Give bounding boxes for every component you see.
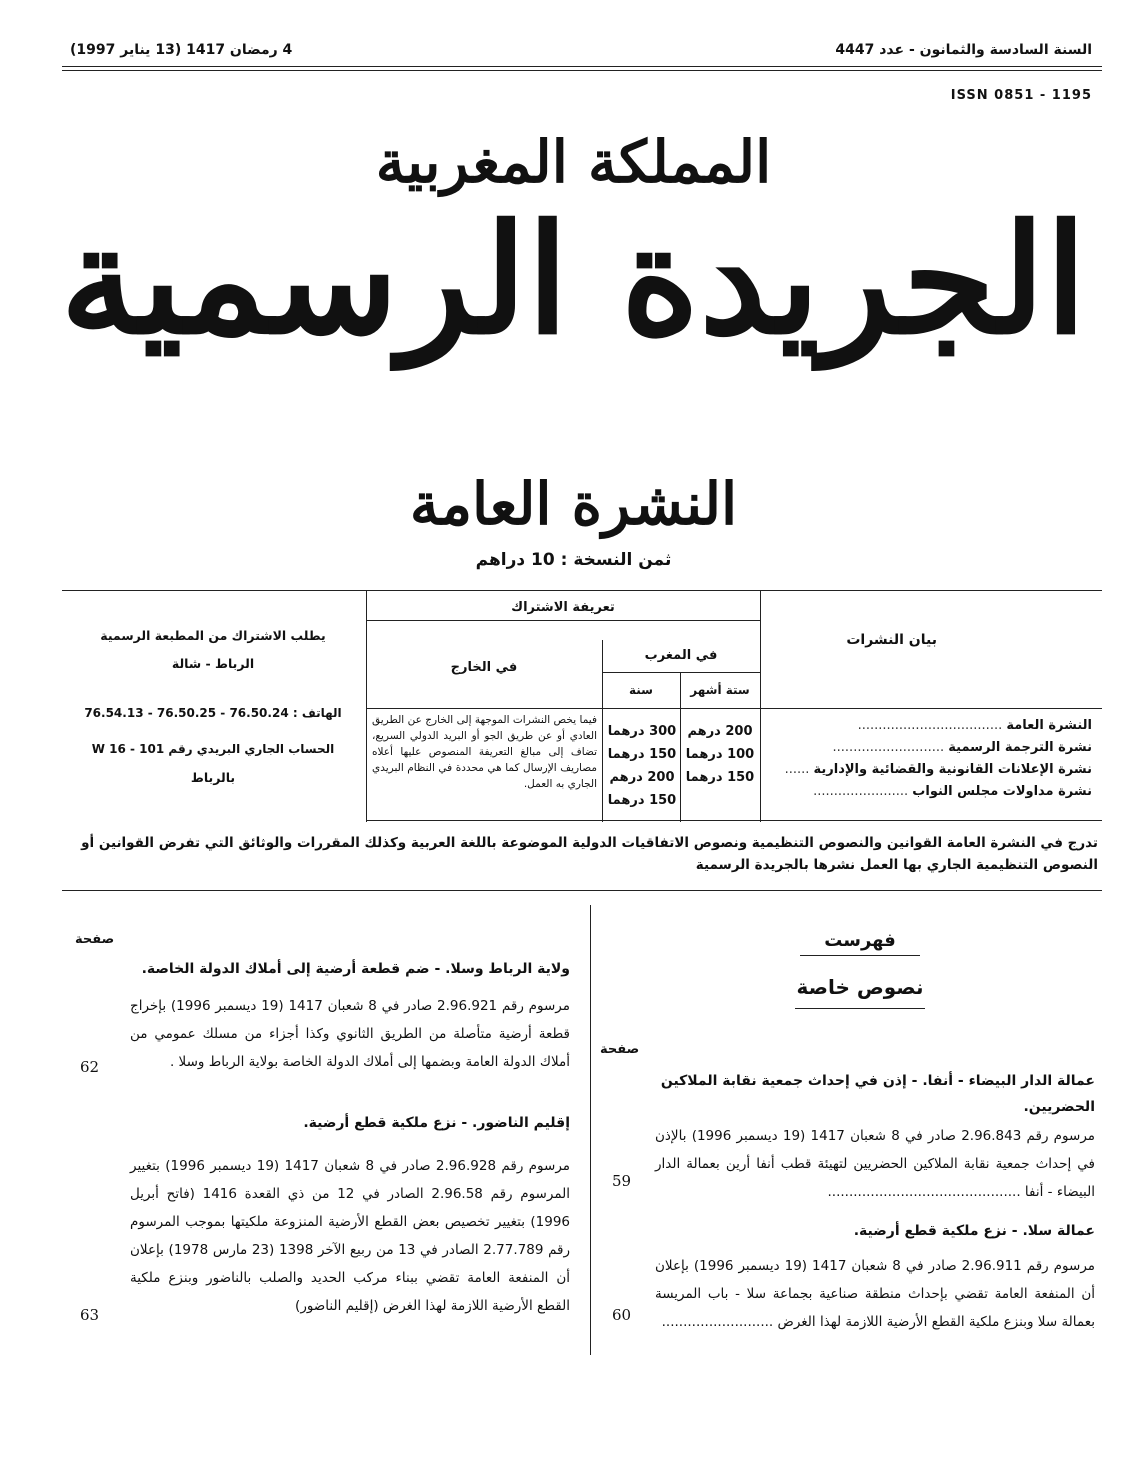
price-year: 150 درهما xyxy=(607,793,677,808)
entry-title: عمالة الدار البيضاء - أنفا. - إذن في إحداث جمعية نقابة الملاكين الحضريين. xyxy=(660,1073,1095,1115)
contact-account: الحساب الجاري البريدي رقم W 16 - 101 xyxy=(91,742,335,756)
box-top-rule xyxy=(62,590,1102,591)
gazette-title: الجريدة الرسمية xyxy=(60,192,1087,368)
page-label-left: صفحة xyxy=(75,932,115,947)
contact-phone: الهاتف : 76.50.24 - 76.50.25 - 76.54.13 xyxy=(84,706,342,720)
subscription-heading: تعريفة الاشتراك xyxy=(511,600,615,615)
entry-title: إقليم الناضور. - نزع ملكية قطع أرضية. xyxy=(303,1115,570,1131)
entry-title: عمالة سلا. - نزع ملكية قطع أرضية. xyxy=(853,1223,1095,1239)
edition-title: النشرة العامة xyxy=(409,470,738,538)
price-six-months: 200 درهم xyxy=(687,724,753,739)
issn: ISSN 0851 - 1195 xyxy=(950,88,1092,103)
divider-left xyxy=(366,590,367,822)
section-rule xyxy=(795,1008,925,1009)
header-rule xyxy=(62,66,1102,67)
contact-line: يطلب الاشتراك من المطبعة الرسمية xyxy=(100,628,326,643)
publication-item: النشرة العامة ................................... xyxy=(857,718,1092,733)
subscription-heading-rule xyxy=(366,620,760,621)
price-year: 150 درهما xyxy=(607,747,677,762)
index-heading: فهرست xyxy=(824,930,896,951)
publication-item: نشرة مداولات مجلس النواب ....................... xyxy=(813,784,1092,799)
index-rule xyxy=(800,955,920,956)
year-heading: سنة xyxy=(629,683,653,697)
entry-page: 63 xyxy=(80,1306,100,1324)
abroad-heading: في الخارج xyxy=(450,660,518,675)
price-year: 300 درهما xyxy=(607,724,677,739)
abroad-note: فيما يخص النشرات الموجهة إلى الخارج عن الطريق العادي أو عن طريق الجو أو البريد الدولي السريع، تضاف إلى مبالغ التعريفة المنصوص عليها أعلاه مصاريف الإرسال كما هي محددة في النظام البريدي الجاري به العمل. xyxy=(372,714,597,790)
publication-item: نشرة الإعلانات القانونية والقضائية والإدارية ...... xyxy=(784,762,1092,777)
contact-city: بالرباط xyxy=(190,770,236,785)
table-header-rule xyxy=(366,708,1102,709)
header-rule-thin xyxy=(62,70,1102,71)
issue-number: السنة السادسة والثمانون - عدد 4447 xyxy=(835,42,1092,58)
section-heading: نصوص خاصة xyxy=(796,975,924,999)
price-year: 200 درهم xyxy=(609,770,675,785)
entry-body: مرسوم رقم 2.96.843 صادر في 8 شعبان 1417 (19 ديسمبر 1996) بالإذن في إحداث جمعية نقابة الملاكين الحضريين لتهيئة قطب أنفا أرين بعمالة الدار البيضاء - أنفا ............................................. xyxy=(655,1128,1095,1200)
divider-right xyxy=(760,590,761,822)
entry-page: 62 xyxy=(80,1058,100,1076)
morocco-heading: في المغرب xyxy=(644,648,718,663)
issue-date: 4 رمضان 1417 (13 يناير 1997) xyxy=(70,42,293,58)
entry-body: مرسوم رقم 2.96.928 صادر في 8 شعبان 1417 (19 ديسمبر 1996) بتغيير المرسوم رقم 2.96.58 الصادر في 12 من ذي القعدة 1416 (فاتح أبريل 1996) بتغيير تخصيص بعض القطع الأرضية المنزوعة ملكيتها بموجب المرسوم رقم 2.77.789 الصادر في 13 من ربيع الآخر 1398 (23 مارس 1978) بإعلان أن المنفعة العامة تقضي ببناء مركب الحديد والصلب بالناضور وبنزع ملكية القطع الأرضية اللازمة لهذا الغرض (إقليم الناضور) xyxy=(130,1158,571,1314)
column-divider xyxy=(590,905,591,1355)
entry-body: مرسوم رقم 2.96.921 صادر في 8 شعبان 1417 (19 ديسمبر 1996) بإخراج قطعة أرضية متأصلة من الطريق الثانوي وكذا أجزاء من مسلك عمومي من أملاك الدولة العامة وبضمها إلى أملاك الدولة الخاصة بولاية الرباط وسلا . xyxy=(130,998,570,1070)
publications-heading: بيان النشرات xyxy=(846,632,937,648)
morocco-rule xyxy=(602,672,760,673)
entry-page: 60 xyxy=(612,1306,632,1324)
entry-page: 59 xyxy=(612,1172,632,1190)
price-six-months: 150 درهما xyxy=(685,770,755,785)
publication-item: نشرة الترجمة الرسمية ........................... xyxy=(832,740,1092,755)
publication-notice: تدرج في النشرة العامة القوانين والنصوص التنظيمية ونصوص الاتفاقيات الدولية الموضوعة باللغة العربية وكذلك المقررات والوثائق التي تفرض القوانين أو النصوص التنظيمية الجاري بها العمل نشرها بالجريدة الرسمية xyxy=(81,835,1098,873)
entry-body: مرسوم رقم 2.96.911 صادر في 8 شعبان 1417 (19 ديسمبر 1996) بإعلان أن المنفعة العامة تقضي بإحداث منطقة صناعية بجماعة سلا - باب المريسة بعمالة سلا وبنزع ملكية القطع الأرضية اللازمة لهذا الغرض .......................... xyxy=(655,1258,1096,1330)
notice-rule xyxy=(62,890,1102,891)
table-bottom-rule xyxy=(366,820,1102,821)
entry-title: ولاية الرباط وسلا. - ضم قطعة أرضية إلى أملاك الدولة الخاصة. xyxy=(141,961,570,977)
price-six-months: 100 درهما xyxy=(685,747,755,762)
six-months-heading: ستة أشهر xyxy=(690,683,750,697)
page-label-right: صفحة xyxy=(600,1042,640,1057)
kingdom-title: المملكة المغربية xyxy=(375,128,772,196)
contact-place: الرباط - شالة xyxy=(171,656,255,671)
copy-price: ثمن النسخة : 10 دراهم xyxy=(475,550,672,570)
divider-abroad xyxy=(602,640,603,822)
